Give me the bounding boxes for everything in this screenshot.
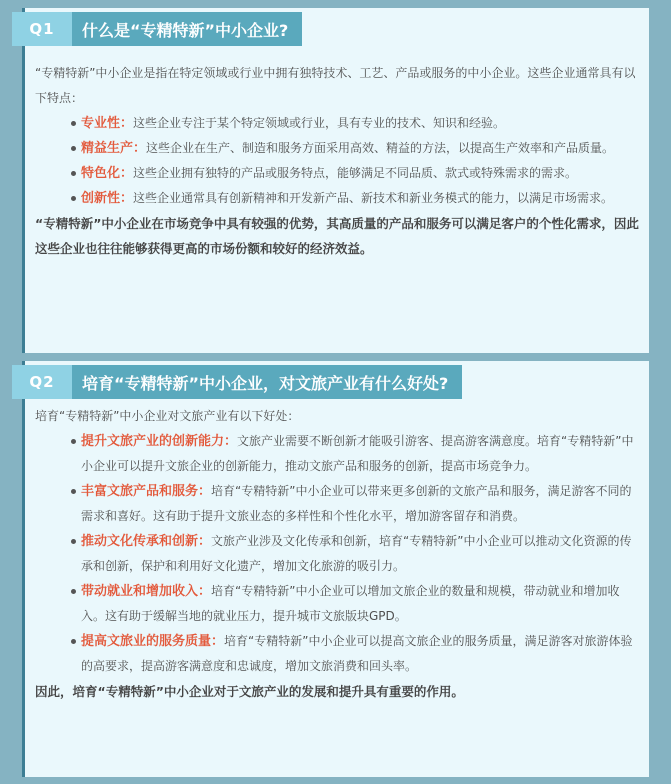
term-separator: ： xyxy=(198,534,212,549)
q2-intro: 培育“专精特新”中小企业对文旅产业有以下好处： xyxy=(35,409,300,423)
feature-text: 这些企业专注于某个特定领域或行业，具有专业的技术、知识和经验。 xyxy=(133,116,506,130)
benefit-text: 培育“专精特新”中小企业可以增加文旅企业的数量和规模，带动就业和增加收入。这有助于缓解当地的就业压力，提升城市文旅版块GPD。 xyxy=(81,584,620,623)
list-item xyxy=(81,529,639,579)
q1-number-badge: Q1 xyxy=(12,12,72,46)
term-separator: ： xyxy=(211,634,225,649)
list-item xyxy=(81,186,639,211)
list-item xyxy=(81,579,639,629)
q2-title: 培育“专精特新”中小企业，对文旅产业有什么好处? xyxy=(72,365,462,399)
benefit-text: 文旅产业涉及文化传承和创新，培育“专精特新”中小企业可以推动文化资源的传承和创新，保护和利用好文化遗产，增加文化旅游的吸引力。 xyxy=(81,534,632,573)
feature-text: 这些企业通常具有创新精神和开发新产品、新技术和新业务模式的能力，以满足市场需求。 xyxy=(133,191,614,205)
benefit-term: 带动就业和增加收入 xyxy=(81,584,199,599)
feature-text: 这些企业拥有独特的产品或服务特点，能够满足不同品质、款式或特殊需求的需求。 xyxy=(133,166,578,180)
feature-text: 这些企业在生产、制造和服务方面采用高效、精益的方法，以提高生产效率和产品质量。 xyxy=(146,141,615,155)
feature-term: 创新性 xyxy=(81,191,121,206)
q1-header xyxy=(12,12,302,46)
term-separator: ： xyxy=(120,116,134,131)
q2-conclusion: 因此，培育“专精特新”中小企业对于文旅产业的发展和提升具有重要的作用。 xyxy=(35,684,464,699)
term-separator: ： xyxy=(224,434,238,449)
feature-term: 精益生产 xyxy=(81,141,134,156)
q2-card xyxy=(22,361,649,777)
benefit-term: 提高文旅业的服务质量 xyxy=(81,634,212,649)
q2-body xyxy=(35,404,639,704)
list-item xyxy=(81,161,639,186)
benefit-term: 提升文旅产业的创新能力 xyxy=(81,434,225,449)
term-separator: ： xyxy=(120,191,134,206)
benefit-text: 文旅产业需要不断创新才能吸引游客、提高游客满意度。培育“专精特新”中小企业可以提升文旅企业的创新能力，推动文旅产品和服务的创新，提高市场竞争力。 xyxy=(81,434,634,473)
benefit-term: 推动文化传承和创新 xyxy=(81,534,199,549)
list-item xyxy=(81,629,639,679)
q1-intro: “专精特新”中小企业是指在特定领域或行业中拥有独特技术、工艺、产品或服务的中小企业。这些企业通常具有以下特点： xyxy=(35,66,636,105)
list-item xyxy=(81,429,639,479)
term-separator: ： xyxy=(120,166,134,181)
q1-feature-list xyxy=(35,111,639,211)
q2-benefit-list xyxy=(35,429,639,679)
q1-conclusion: “专精特新”中小企业在市场竞争中具有较强的优势，其高质量的产品和服务可以满足客户的个性化需求，因此这些企业也往往能够获得更高的市场份额和较好的经济效益。 xyxy=(35,216,639,256)
list-item xyxy=(81,136,639,161)
q1-title: 什么是“专精特新”中小企业? xyxy=(72,12,302,46)
term-separator: ： xyxy=(198,584,212,599)
term-separator: ： xyxy=(198,484,212,499)
benefit-text: 培育“专精特新”中小企业可以提高文旅企业的服务质量，满足游客对旅游体验的高要求，提高游客满意度和忠诚度，增加文旅消费和回头率。 xyxy=(81,634,633,673)
q1-body xyxy=(35,61,639,261)
feature-term: 专业性 xyxy=(81,116,121,131)
feature-term: 特色化 xyxy=(81,166,121,181)
benefit-term: 丰富文旅产品和服务 xyxy=(81,484,199,499)
list-item xyxy=(81,479,639,529)
benefit-text: 培育“专精特新”中小企业可以带来更多创新的文旅产品和服务，满足游客不同的需求和喜好。这有助于提升文旅业态的多样性和个性化水平，增加游客留存和消费。 xyxy=(81,484,632,523)
q2-header xyxy=(12,365,462,399)
q2-number-badge: Q2 xyxy=(12,365,72,399)
list-item xyxy=(81,111,639,136)
q1-card xyxy=(22,8,649,353)
term-separator: ： xyxy=(133,141,147,156)
